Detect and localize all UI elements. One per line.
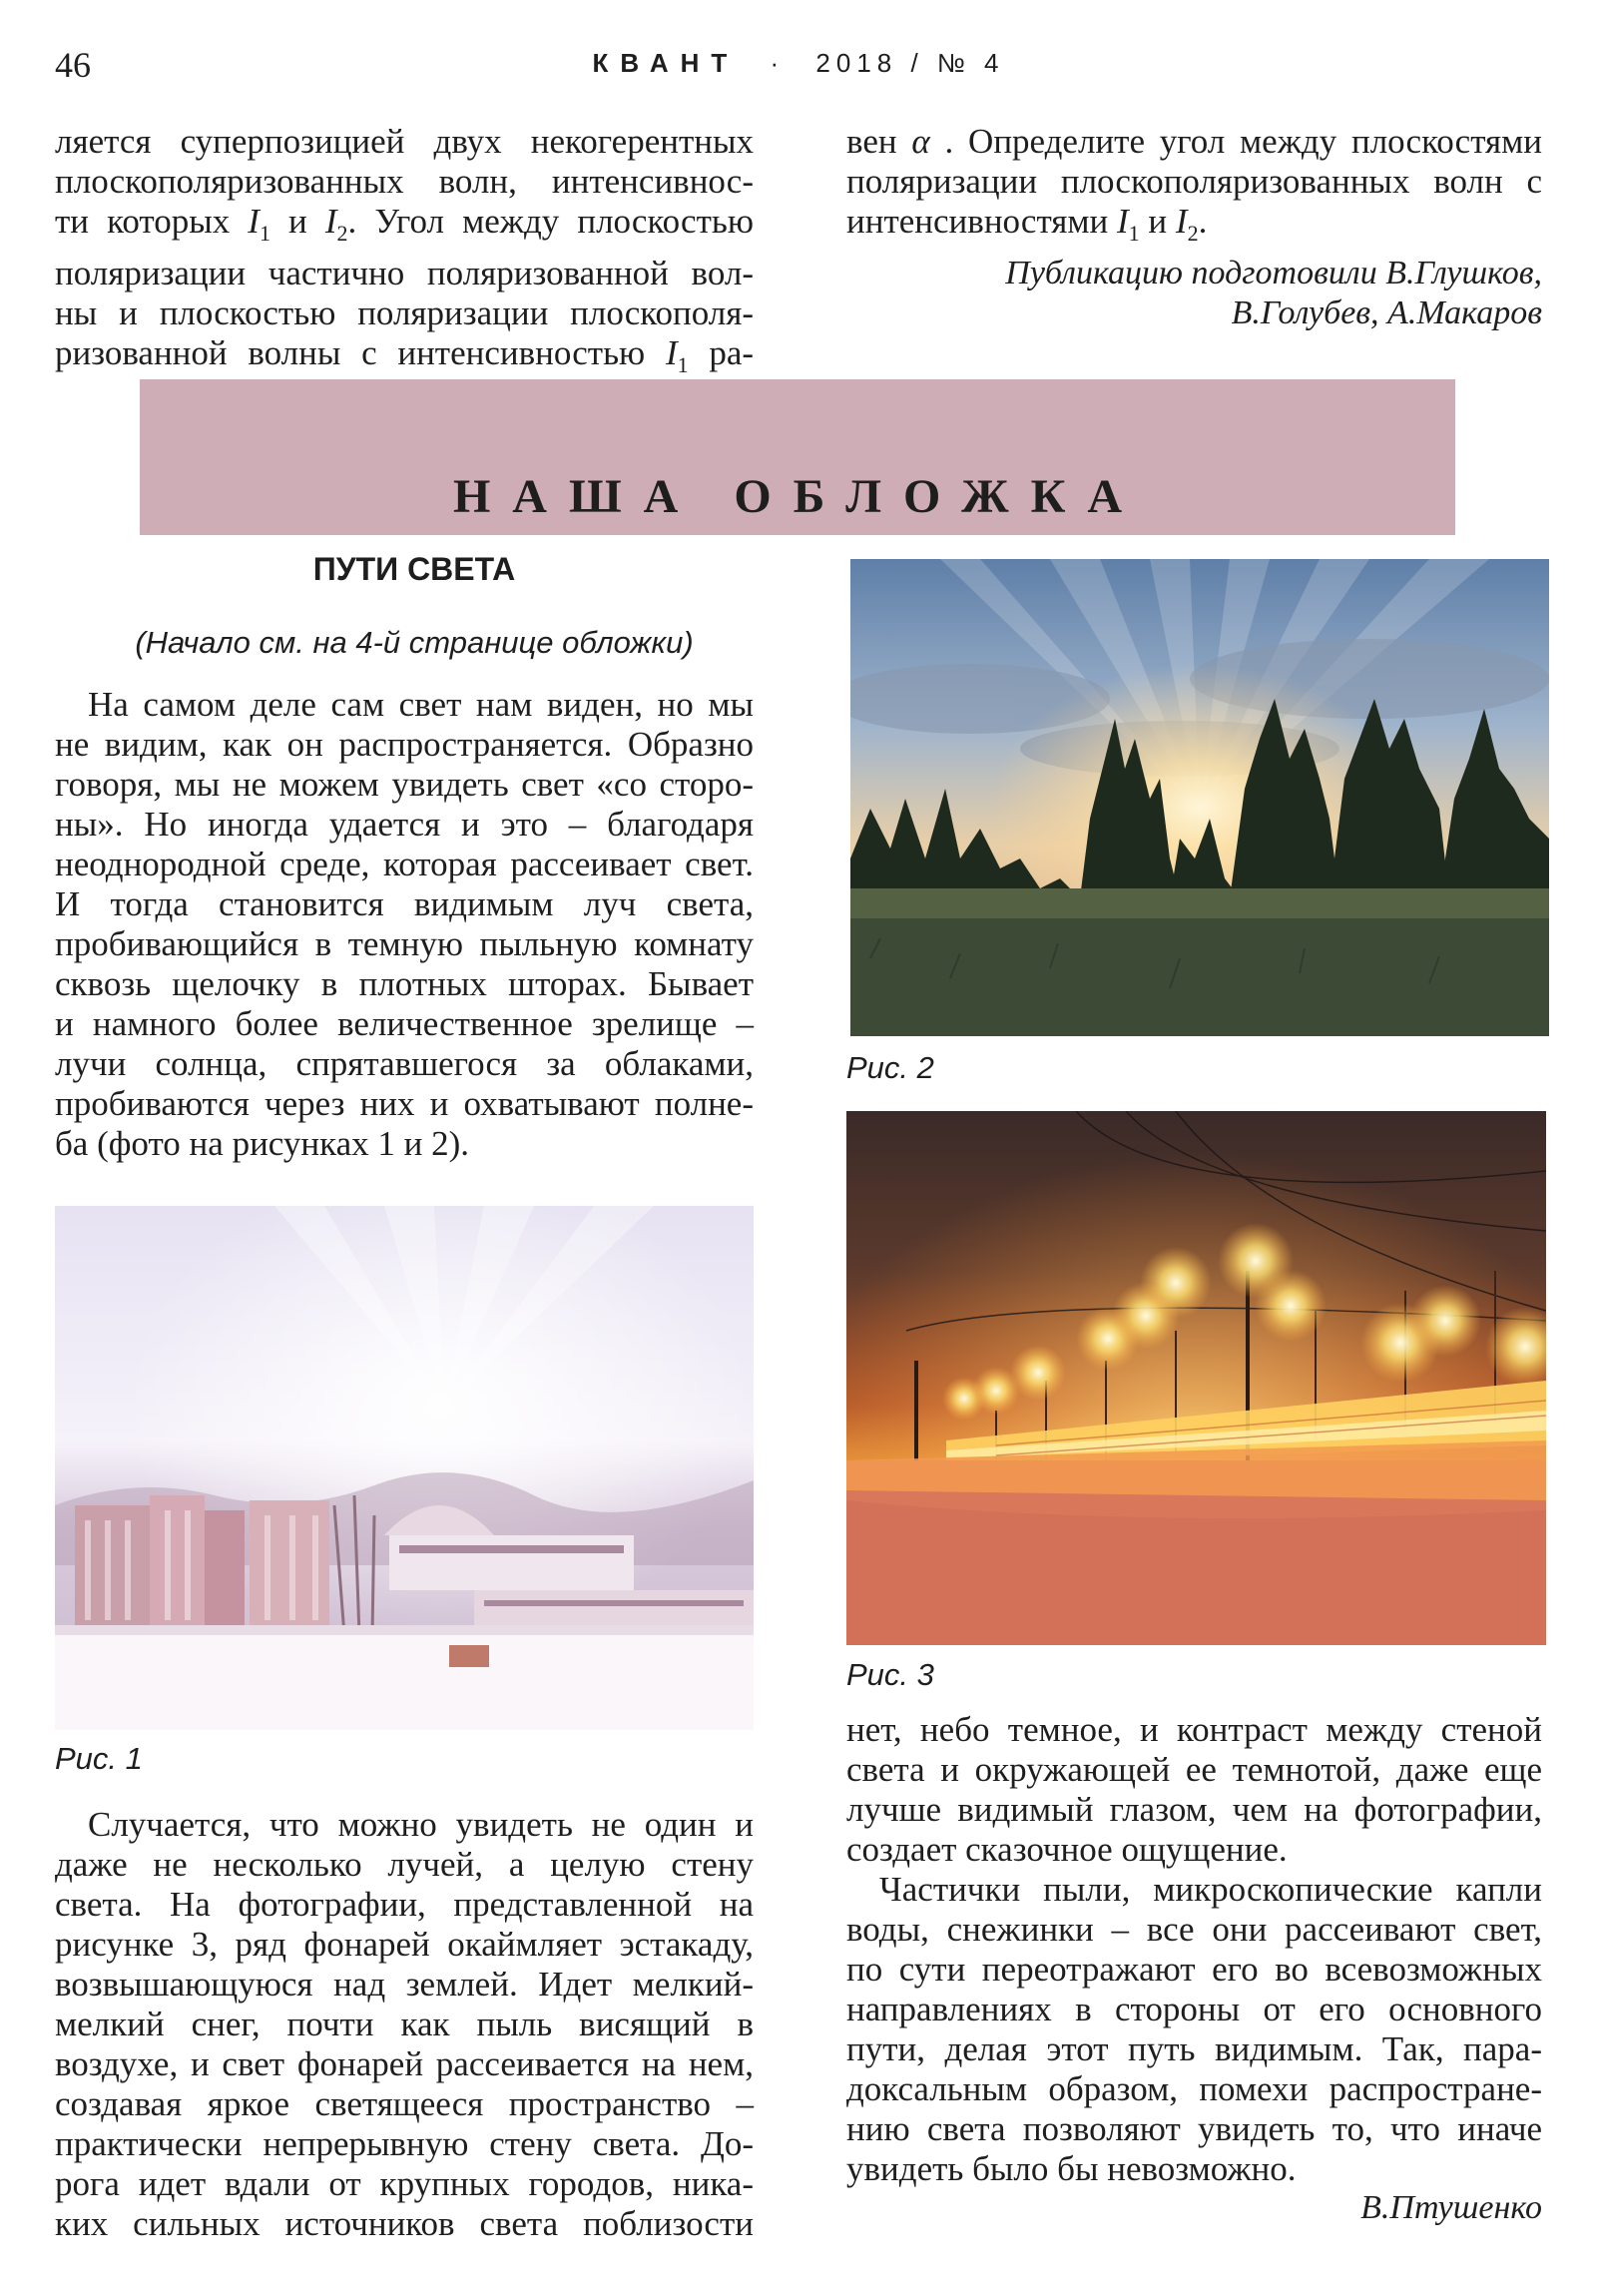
article-subtitle: (Начало см. на 4-й странице обложки) (135, 625, 694, 660)
text-line: увидеть было бы невозможно. (846, 2149, 1297, 2188)
text-line: пробивающийся в темную пыльную комнату (55, 924, 754, 963)
text-line: практически непрерывную стену света. До- (55, 2124, 754, 2163)
text-line: поляризации плоскополяризованных волн с (846, 162, 1542, 201)
text-line: не видим, как он распространяется. Образно (55, 725, 754, 764)
article-paragraph-4 (846, 1870, 1542, 2189)
text-line: Случается, что можно увидеть не один и (88, 1805, 754, 1844)
text-fragment: и (1148, 202, 1168, 241)
text-line: воздухе, и свет фонарей рассеивается на нем, (55, 2044, 754, 2083)
text-line: создает сказочное ощущение. (846, 1830, 1288, 1869)
text-line: лучше видимый глазом, чем на фотографии, (846, 1790, 1542, 1829)
page-number: 46 (55, 45, 91, 85)
math-symbol: I (1117, 202, 1129, 241)
text-line: рисунке 3, ряд фонарей окаймляет эстакаду, (55, 1925, 754, 1964)
text-fragment: . (1198, 202, 1208, 241)
article-signature: В.Птушенко (1360, 2189, 1542, 2226)
header-separator: · (770, 48, 786, 78)
text-line: сквозь щелочку в плотных шторах. Бывает (55, 964, 754, 1003)
figure-1-image (55, 1206, 754, 1730)
journal-name: КВАНТ (592, 48, 740, 78)
figure-1-photo (55, 1206, 754, 1730)
article-title: ПУТИ СВЕТА (312, 551, 516, 587)
prev-article-credit (846, 254, 1542, 333)
figure-2-caption: Рис. 2 (846, 1050, 934, 1085)
text-fragment: интенсивностями (846, 202, 1109, 241)
math-symbol: I (324, 202, 337, 241)
text-line: лучи солнца, спрятавшегося за облаками, (55, 1044, 754, 1083)
prev-article-right (846, 122, 1542, 254)
figure-2-photo (850, 559, 1549, 1036)
figure-3-caption: Рис. 3 (846, 1657, 934, 1692)
math-symbol: α (911, 122, 930, 161)
figure-3-photo (846, 1111, 1546, 1645)
math-symbol: I (248, 202, 260, 241)
credit-line: Публикацию подготовили В.Глушков, (1005, 255, 1542, 291)
section-title: НАША ОБЛОЖКА (452, 470, 1145, 523)
text-line: по сути переотражают его во всевозможных (846, 1950, 1542, 1989)
credit-line: В.Голубев, А.Макаров (1231, 294, 1542, 331)
text-line: направлениях в стороны от его основного (846, 1990, 1542, 2028)
text-line: мелкий снег, почти как пыль висящий в (55, 2005, 754, 2043)
text-line: пути, делая этот путь видимым. Так, пара- (846, 2029, 1542, 2068)
text-line: Частички пыли, микроскопические капли (879, 1870, 1542, 1909)
text-line: ких сильных источников света поблизости (55, 2204, 754, 2243)
text-line (846, 202, 1542, 254)
text-line: и намного более величественное зрелище – (55, 1004, 754, 1043)
text-line: нет, небо темное, и контраст между стеной (846, 1710, 1542, 1749)
text-line: нию света позволяют увидеть то, что иначе (846, 2109, 1542, 2148)
text-fragment: . Угол между плоскостью (347, 202, 754, 241)
text-line: неоднородной среде, которая рассеивает свет. (55, 845, 754, 883)
math-subscript: 1 (259, 221, 270, 246)
text-line: света и окружающей ее темнотой, даже еще (846, 1750, 1542, 1789)
text-line: ны и плоскостью поляризации плоскополя- (55, 293, 754, 332)
text-line: возвышающуюся над землей. Идет мелкий- (55, 1965, 754, 2004)
math-symbol: I (665, 333, 678, 372)
text-line (55, 333, 754, 385)
text-line: рога идет вдали от крупных городов, ника- (55, 2164, 754, 2203)
text-line (55, 202, 754, 254)
figure-3-image (846, 1111, 1546, 1645)
math-symbol: I (1175, 202, 1188, 241)
text-fragment: ти которых (55, 202, 231, 241)
text-line: ба (фото на рисунках 1 и 2). (55, 1124, 469, 1163)
math-subscript: 1 (677, 352, 689, 377)
figure-2-image (850, 559, 1549, 1036)
math-subscript: 2 (336, 221, 348, 246)
article-paragraph-2 (55, 1805, 754, 2244)
article-paragraph-3 (846, 1710, 1542, 1870)
text-fragment: . Определите угол между плоскостями (944, 122, 1543, 161)
text-line (846, 122, 1542, 162)
math-subscript: 1 (1128, 221, 1140, 246)
text-fragment: ра- (709, 333, 755, 372)
text-line: ляется суперпозицией двух некогерентных (55, 122, 754, 161)
article-paragraph-1 (55, 685, 754, 1164)
text-line: На самом деле сам свет нам виден, но мы (88, 685, 754, 724)
math-subscript: 2 (1187, 221, 1199, 246)
text-line: поляризации частично поляризованной вол- (55, 254, 754, 292)
text-line: даже не несколько лучей, а целую стену (55, 1845, 754, 1884)
text-line: ны». Но иногда удается и это – благодаря (55, 805, 754, 844)
text-line: света. На фотографии, представленной на (55, 1885, 754, 1924)
text-fragment: и (288, 202, 307, 241)
text-fragment: ризованной волны с интенсивностью (55, 333, 646, 372)
text-line: И тогда становится видимым луч света, (55, 884, 754, 923)
running-header (0, 48, 1597, 79)
issue-number: 2018 / № 4 (815, 48, 1005, 78)
figure-1-caption: Рис. 1 (55, 1741, 143, 1776)
text-line: воды, снежинки – все они рассеивают свет, (846, 1910, 1542, 1949)
text-line: пробиваются через них и охватывают полне- (55, 1084, 754, 1123)
text-line: доксальным образом, помехи распростране- (846, 2069, 1542, 2108)
text-line: говоря, мы не можем увидеть свет «со сторо- (55, 765, 754, 804)
prev-article-left (55, 122, 754, 385)
text-line: плоскополяризованных волн, интенсивнос- (55, 162, 754, 201)
text-line: создавая яркое светящееся пространство – (55, 2084, 754, 2123)
text-fragment: вен (846, 122, 897, 161)
